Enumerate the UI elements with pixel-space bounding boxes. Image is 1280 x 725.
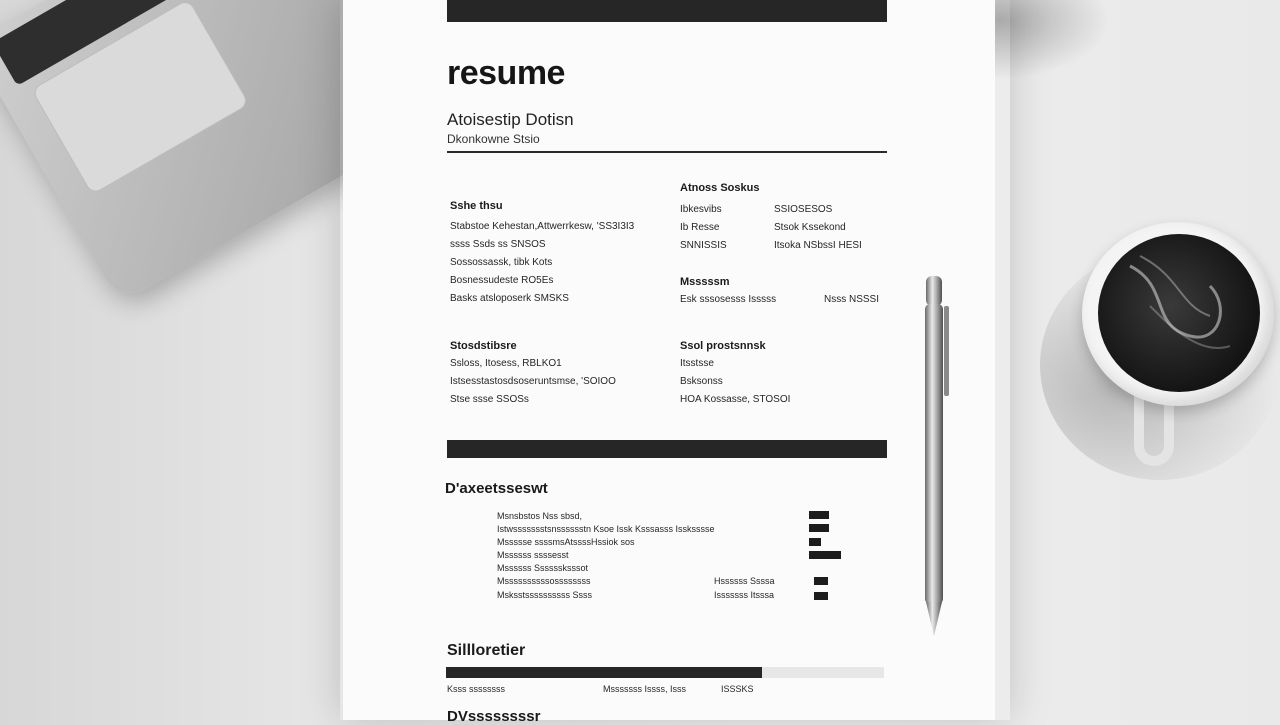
- left-line: ssss Ssds ss SNSOS: [450, 239, 546, 250]
- right-line: SNNISSIS: [680, 240, 727, 251]
- right-heading-3: Ssol prostsnnsk: [680, 340, 766, 352]
- pen: [920, 276, 954, 636]
- top-bar: [447, 0, 887, 22]
- skills-label: Ksss ssssssss: [447, 684, 506, 694]
- marker: [809, 538, 821, 546]
- skills-fill: [446, 667, 762, 678]
- skills-label: Msssssss Issss, Isss: [603, 684, 686, 694]
- right-line: Itsoka NSbssI HESI: [774, 240, 862, 251]
- right-line: Itsstsse: [680, 358, 714, 369]
- experience-side: Isssssss Itsssa: [714, 590, 775, 600]
- marker: [814, 577, 828, 585]
- section-bar: [447, 440, 887, 458]
- right-line: Bsksonss: [680, 376, 723, 387]
- resume-role: Dkonkowne Stsio: [447, 132, 540, 146]
- right-line: Ibkesvibs: [680, 204, 722, 215]
- right-line: Esk sssosesss Isssss: [680, 294, 777, 305]
- left-heading-2: Stosdstibsre: [450, 340, 517, 352]
- skills-label: ISSSKS: [721, 684, 754, 694]
- more-heading: DVssssssssr: [447, 708, 541, 725]
- experience-side: Hssssss Ssssa: [714, 576, 775, 586]
- left-heading-1: Sshe thsu: [450, 200, 503, 212]
- marker: [809, 511, 829, 519]
- experience-line: Mssssss ssssesst: [497, 550, 569, 560]
- right-line: Nsss NSSSI: [824, 294, 880, 305]
- right-heading-1: Atnoss Soskus: [680, 182, 760, 194]
- experience-line: Msksstssssssssss Ssss: [497, 590, 593, 600]
- experience-line: Msnsbstos Nss sbsd,: [497, 511, 583, 521]
- left-line: Istsesstastosdsoseruntsmse, 'SOIOO: [450, 376, 616, 387]
- left-line: Basks atsloposerk SMSKS: [450, 293, 569, 304]
- marker: [814, 592, 828, 600]
- right-line: Ib Resse: [680, 222, 720, 233]
- experience-line: Mssssse ssssmsAtssssHssiok sos: [497, 537, 635, 547]
- left-line: Bosnessudeste RO5Es: [450, 275, 554, 286]
- skills-heading: Sillloretier: [447, 642, 526, 659]
- resume-paper: [343, 0, 995, 725]
- marker: [809, 524, 829, 532]
- left-line: Stabstoe Kehestan,Attwerrkesw, 'SS3I3I3: [450, 221, 635, 232]
- right-line: Stsok Kssekond: [774, 222, 846, 233]
- right-heading-2: Msssssm: [680, 276, 730, 288]
- marker: [809, 551, 841, 559]
- header-rule: [447, 151, 887, 153]
- resume-name: Atoisestip Dotisn: [447, 110, 574, 129]
- steam: [1110, 246, 1250, 376]
- experience-line: Mssssss Ssssssksssot: [497, 563, 589, 573]
- left-line: Stse ssse SSOSs: [450, 394, 529, 405]
- experience-heading: D'axeetsseswt: [445, 480, 548, 497]
- experience-line: Mssssssssssossssssss: [497, 576, 591, 586]
- experience-line: Istwssssssstsnsssssstn Ksoe Issk Ksssasss Issksssse: [497, 524, 715, 534]
- right-line: HOA Kossasse, STOSOI: [680, 394, 791, 405]
- right-line: SSIOSESOS: [774, 204, 833, 215]
- left-line: Ssloss, Itosess, RBLKO1: [450, 358, 562, 369]
- left-line: Sossossassk, tibk Kots: [450, 257, 553, 268]
- resume-title: resume: [447, 54, 565, 92]
